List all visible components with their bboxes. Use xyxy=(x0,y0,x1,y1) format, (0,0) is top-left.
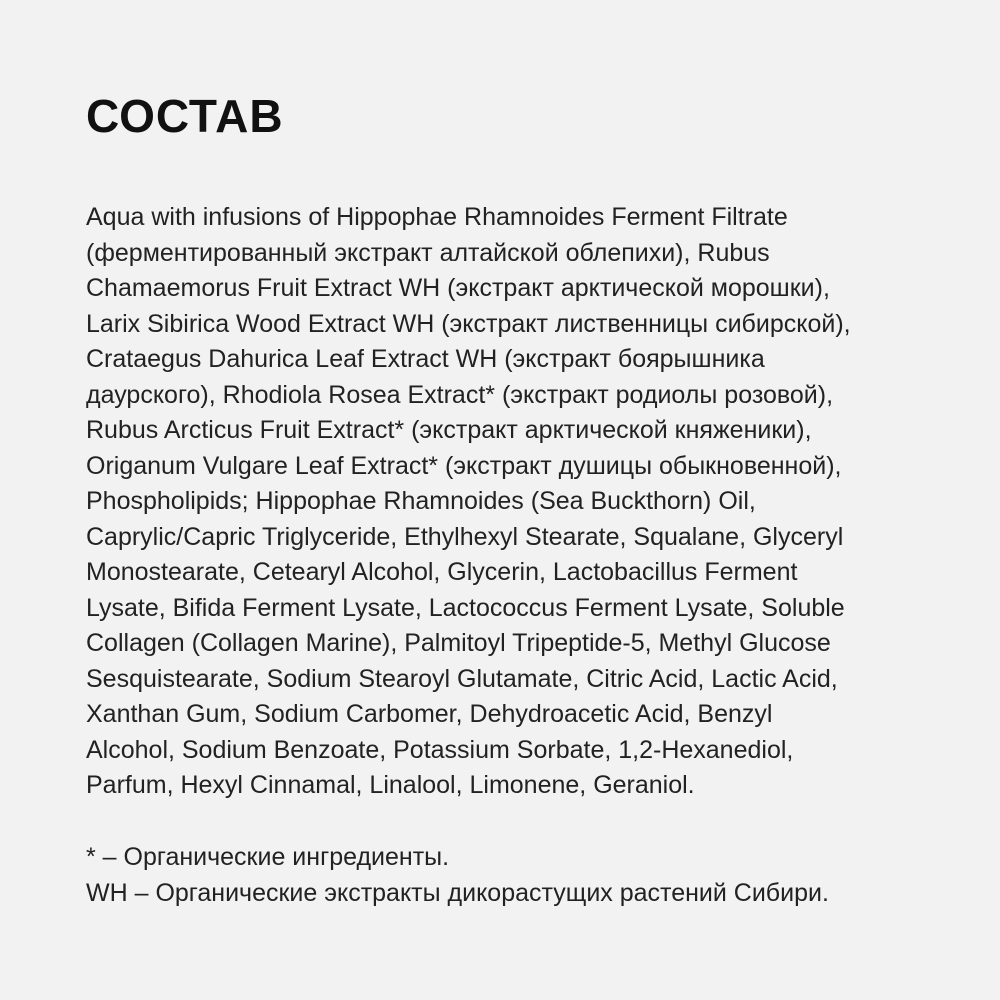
ingredients-line: Rubus Arcticus Fruit Extract* (экстракт арктической княженики), xyxy=(86,416,812,444)
ingredients-line: Lysate, Bifida Ferment Lysate, Lactococcus Ferment Lysate, Soluble xyxy=(86,593,845,622)
ingredients-line: Origanum Vulgare Leaf Extract* (экстракт душицы обыкновенной), xyxy=(86,451,842,480)
ingredients-line: Monostearate, Cetearyl Alcohol, Glycerin, Lactobacillus Ferment xyxy=(86,558,798,586)
ingredients-line: Collagen (Collagen Marine), Palmitoyl Tripeptide-5, Methyl Glucose xyxy=(86,629,831,657)
ingredients-line: Parfum, Hexyl Cinnamal, Linalool, Limonene, Geraniol. xyxy=(86,771,695,799)
ingredients-line: Chamaemorus Fruit Extract WH (экстракт арктической морошки), xyxy=(86,274,830,302)
ingredients-line: Alcohol, Sodium Benzoate, Potassium Sorbate, 1,2-Hexanediol, xyxy=(86,735,794,764)
ingredients-line: Aqua with infusions of Hippophae Rhamnoides Ferment Filtrate xyxy=(86,203,788,231)
ingredients-text xyxy=(86,200,956,804)
ingredients-line: даурского), Rhodiola Rosea Extract* (экстракт родиолы розовой), xyxy=(86,380,834,409)
ingredients-line: Larix Sibirica Wood Extract WH (экстракт лиственницы сибирской), xyxy=(86,309,851,338)
footnotes xyxy=(86,840,956,911)
ingredients-line: Crataegus Dahurica Leaf Extract WH (экстракт боярышника xyxy=(86,345,765,373)
ingredients-line: Xanthan Gum, Sodium Carbomer, Dehydroacetic Acid, Benzyl xyxy=(86,700,773,728)
ingredients-line: Phospholipids; Hippophae Rhamnoides (Sea Buckthorn) Oil, xyxy=(86,487,756,515)
ingredients-line: Sesquistearate, Sodium Stearoyl Glutamate, Citric Acid, Lactic Acid, xyxy=(86,664,838,693)
ingredients-line: Caprylic/Capric Triglyceride, Ethylhexyl Stearate, Squalane, Glyceryl xyxy=(86,522,844,551)
footnote-wild-harvest: WH – Органические экстракты дикорастущих растений Сибири. xyxy=(86,878,829,907)
footnote-organic: * – Органические ингредиенты. xyxy=(86,843,450,871)
page-title: СОСТАВ xyxy=(86,90,284,142)
ingredients-line: (ферментированный экстракт алтайской облепихи), Rubus xyxy=(86,238,770,267)
